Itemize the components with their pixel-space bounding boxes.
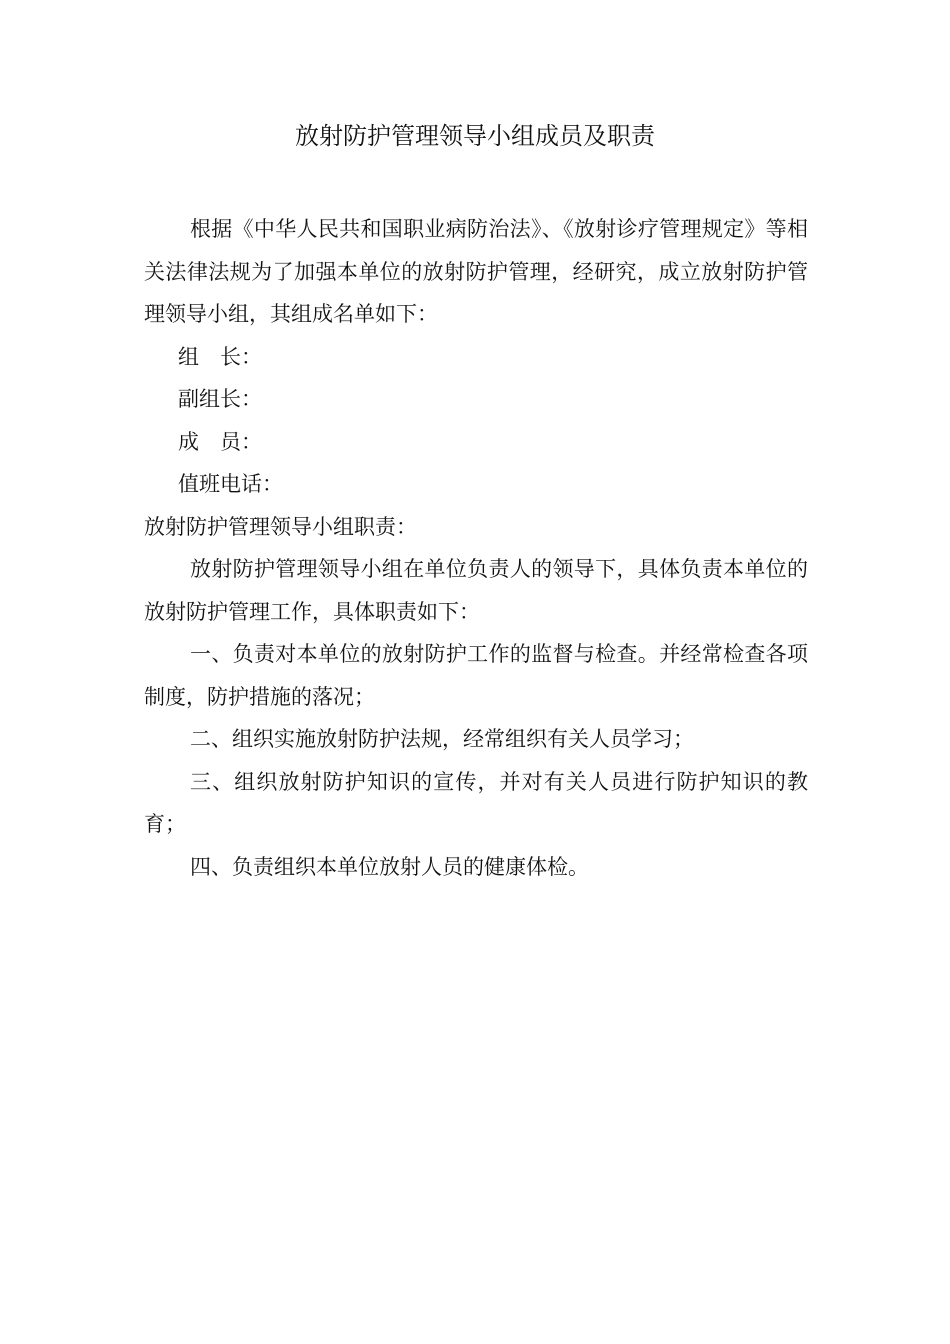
duty-item: 四、负责组织本单位放射人员的健康体检。: [190, 854, 589, 879]
duty-item: 三、组织放射防护知识的宣传，并对有关人员进行防护知识的教育；: [144, 769, 808, 836]
duty-phone-field-label: 值班电话：: [178, 472, 283, 496]
document-title: 放射防护管理领导小组成员及职责: [295, 122, 655, 150]
members-field-label: 成 员：: [178, 429, 262, 454]
duties-heading: 放射防护管理领导小组职责：: [144, 514, 417, 539]
intro-paragraph: 根据《中华人民共和国职业病防治法》、《放射诊疗管理规定》等相关法律法规为了加强本单位的放射防护管理，经研究，成立放射防护管理领导小组，其组成名单如下：: [144, 217, 808, 326]
leader-field-label: 组 长：: [178, 344, 262, 369]
document-body: [144, 208, 808, 888]
duty-item: 二、组织实施放射防护法规，经常组织有关人员学习；: [190, 727, 694, 751]
duty-item: 一、负责对本单位的放射防护工作的监督与检查。并经常检查各项制度，防护措施的落况；: [144, 642, 808, 709]
deputy-leader-field-label: 副组长：: [178, 387, 262, 411]
duties-intro-paragraph: 放射防护管理领导小组在单位负责人的领导下，具体负责本单位的放射防护管理工作，具体职责如下：: [144, 557, 808, 624]
